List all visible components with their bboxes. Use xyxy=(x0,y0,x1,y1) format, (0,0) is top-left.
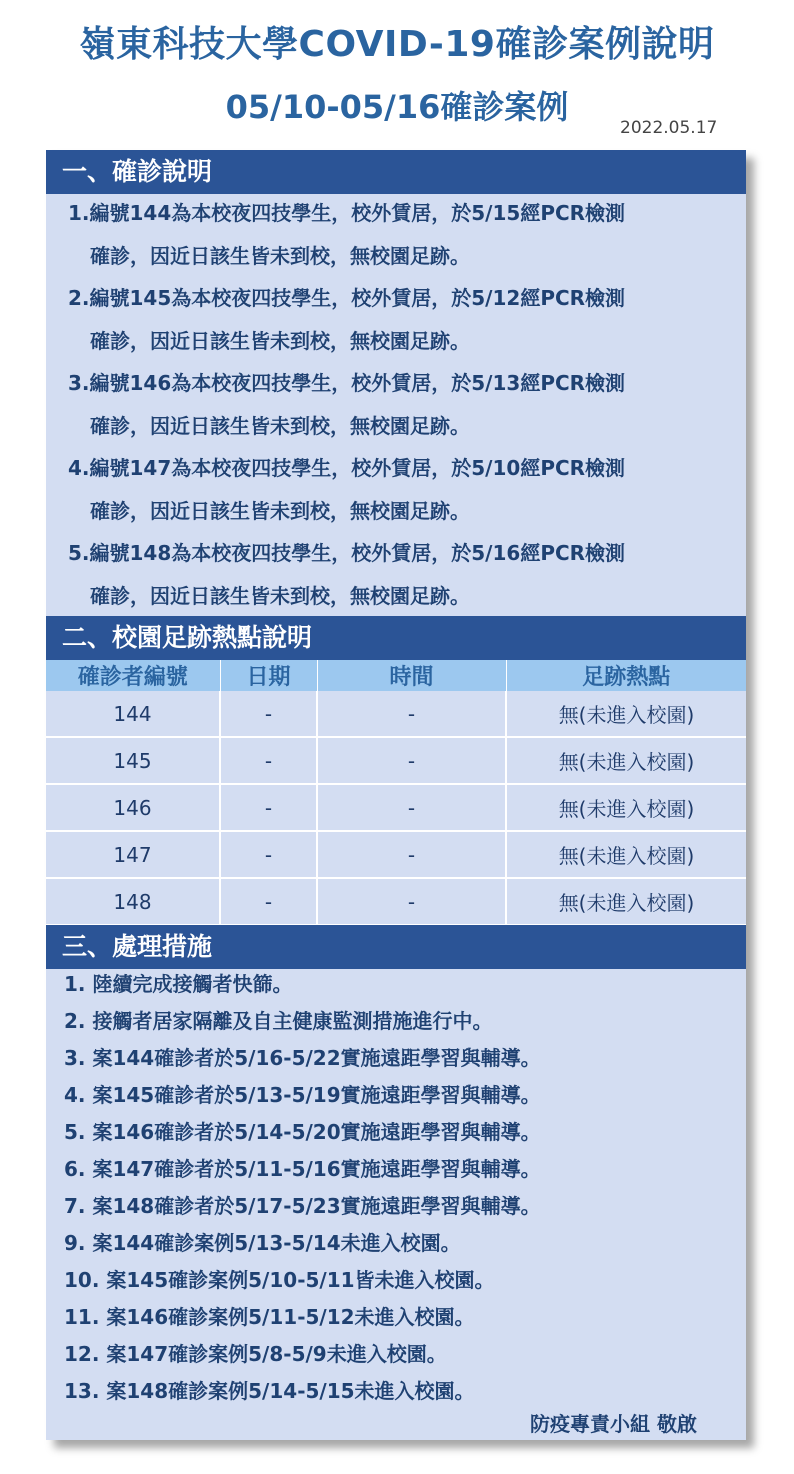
diagnosis-item-line1: 1.編號144為本校夜四技學生，校外賃居，於5/15經PCR檢測 xyxy=(68,201,626,225)
measure-item: 13. 案148確診案例5/14-5/15未進入校園。 xyxy=(64,1379,475,1403)
table-row xyxy=(46,784,746,831)
case-number-cell: 146 xyxy=(46,784,220,831)
measure-item: 10. 案145確診案例5/10-5/11皆未進入校園。 xyxy=(64,1268,495,1292)
diagnosis-item-line1: 2.編號145為本校夜四技學生，校外賃居，於5/12經PCR檢測 xyxy=(68,286,626,310)
date-cell: - xyxy=(220,737,317,784)
table-header-row xyxy=(46,660,746,691)
column-header-time: 時間 xyxy=(317,660,506,691)
date-cell: - xyxy=(220,878,317,925)
case-number-cell: 148 xyxy=(46,878,220,925)
date-cell: - xyxy=(220,831,317,878)
diagnosis-item-line1: 3.編號146為本校夜四技學生，校外賃居，於5/13經PCR檢測 xyxy=(68,371,626,395)
table-row xyxy=(46,878,746,925)
measure-item: 3. 案144確診者於5/16-5/22實施遠距學習與輔導。 xyxy=(64,1046,541,1070)
date-cell: - xyxy=(220,784,317,831)
diagnosis-item xyxy=(68,192,625,278)
case-number-cell: 144 xyxy=(46,691,220,737)
page-subtitle: 05/10-05/16確診案例 xyxy=(225,88,569,126)
measure-item: 5. 案146確診者於5/14-5/20實施遠距學習與輔導。 xyxy=(64,1120,541,1144)
measure-item: 7. 案148確診者於5/17-5/23實施遠距學習與輔導。 xyxy=(64,1194,541,1218)
time-cell: - xyxy=(317,784,506,831)
diagnosis-item xyxy=(68,447,625,533)
signature: 防疫專責小組 敬啟 xyxy=(530,1412,697,1436)
diagnosis-item xyxy=(68,362,625,448)
diagnosis-item-line2: 確診，因近日該生皆未到校，無校園足跡。 xyxy=(90,499,470,523)
diagnosis-item-line1: 5.編號148為本校夜四技學生，校外賃居，於5/16經PCR檢測 xyxy=(68,541,626,565)
section-header-footprint: 二、校園足跡熱點說明 xyxy=(46,616,746,660)
table-row xyxy=(46,691,746,737)
hotspot-cell: 無(未進入校園) xyxy=(506,878,746,925)
diagnosis-item-line2: 確診，因近日該生皆未到校，無校園足跡。 xyxy=(90,244,470,268)
measure-item: 12. 案147確診案例5/8-5/9未進入校園。 xyxy=(64,1342,447,1366)
time-cell: - xyxy=(317,737,506,784)
diagnosis-item-line1: 4.編號147為本校夜四技學生，校外賃居，於5/10經PCR檢測 xyxy=(68,456,626,480)
diagnosis-item-line2: 確診，因近日該生皆未到校，無校園足跡。 xyxy=(90,584,470,608)
measure-item: 6. 案147確診者於5/11-5/16實施遠距學習與輔導。 xyxy=(64,1157,541,1181)
diagnosis-item-line2: 確診，因近日該生皆未到校，無校園足跡。 xyxy=(90,414,470,438)
diagnosis-item xyxy=(68,277,625,363)
diagnosis-item xyxy=(68,532,625,618)
page-title: 嶺東科技大學COVID-19確診案例說明 xyxy=(79,24,715,65)
publish-date: 2022.05.17 xyxy=(620,118,718,138)
measure-item: 2. 接觸者居家隔離及自主健康監測措施進行中。 xyxy=(64,1009,493,1033)
time-cell: - xyxy=(317,878,506,925)
diagnosis-item-line2: 確診，因近日該生皆未到校，無校園足跡。 xyxy=(90,329,470,353)
section-header-diagnosis: 一、確診說明 xyxy=(46,150,746,194)
footprint-table xyxy=(46,660,746,926)
hotspot-cell: 無(未進入校園) xyxy=(506,737,746,784)
measure-item: 11. 案146確診案例5/11-5/12未進入校園。 xyxy=(64,1305,475,1329)
case-number-cell: 147 xyxy=(46,831,220,878)
measure-item: 4. 案145確診者於5/13-5/19實施遠距學習與輔導。 xyxy=(64,1083,541,1107)
column-header-case-number: 確診者編號 xyxy=(46,660,220,691)
hotspot-cell: 無(未進入校園) xyxy=(506,784,746,831)
hotspot-cell: 無(未進入校園) xyxy=(506,831,746,878)
section-header-measures: 三、處理措施 xyxy=(46,925,746,969)
hotspot-cell: 無(未進入校園) xyxy=(506,691,746,737)
table-row xyxy=(46,737,746,784)
date-cell: - xyxy=(220,691,317,737)
column-header-date: 日期 xyxy=(220,660,317,691)
column-header-hotspot: 足跡熱點 xyxy=(506,660,746,691)
measure-item: 1. 陸續完成接觸者快篩。 xyxy=(64,972,293,996)
table-row xyxy=(46,831,746,878)
time-cell: - xyxy=(317,831,506,878)
measure-item: 9. 案144確診案例5/13-5/14未進入校園。 xyxy=(64,1231,461,1255)
time-cell: - xyxy=(317,691,506,737)
case-number-cell: 145 xyxy=(46,737,220,784)
